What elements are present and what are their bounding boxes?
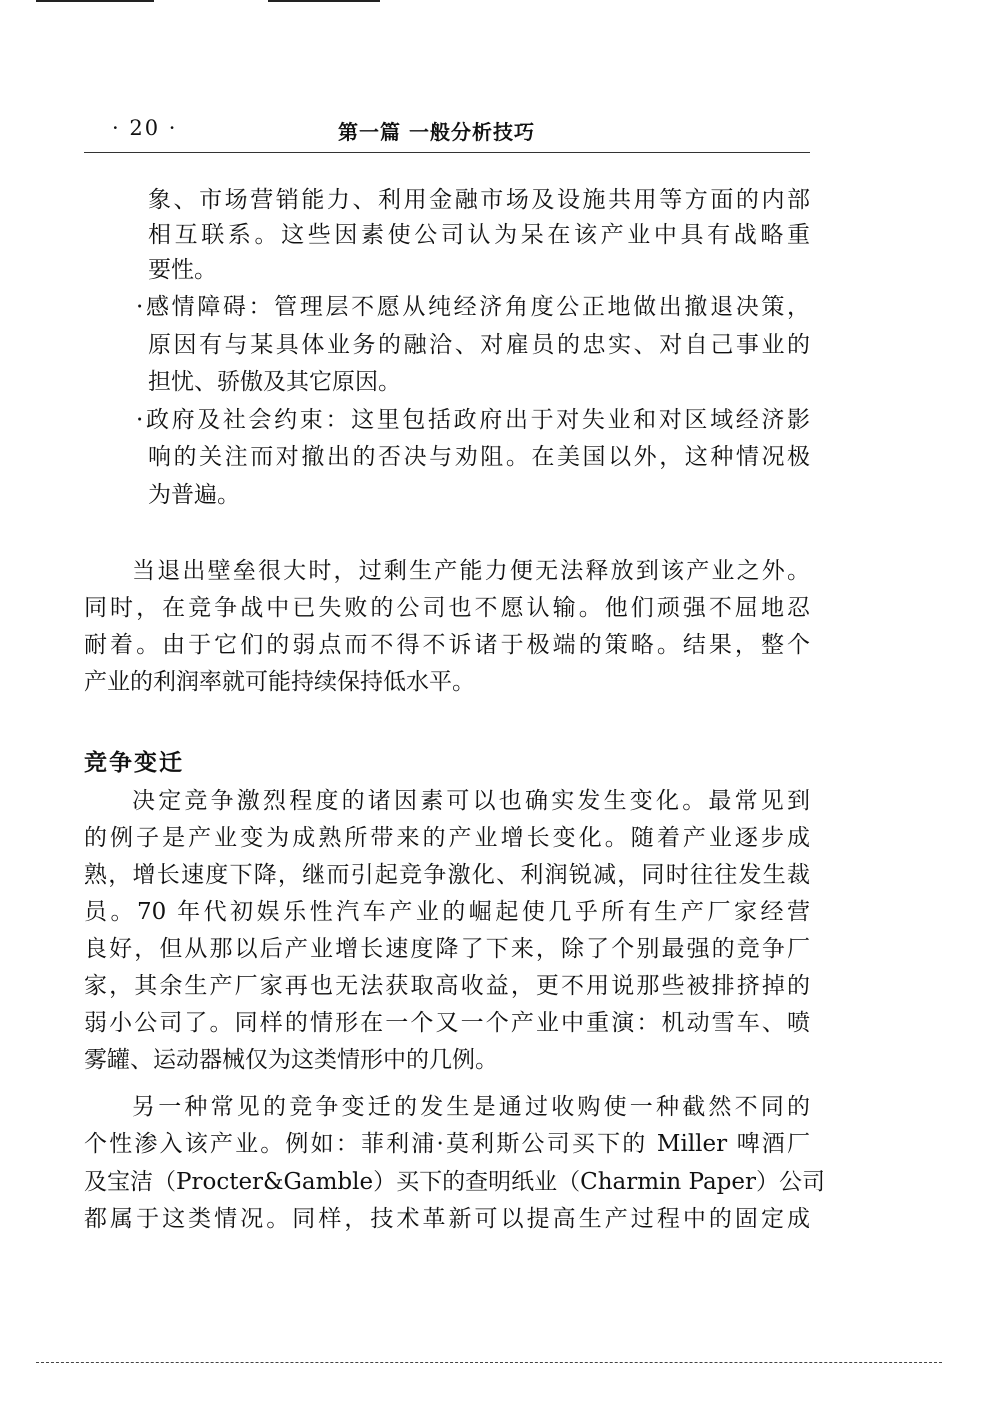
bullet-item: ·感情障碍：管理层不愿从纯经济角度公正地做出撤退决策，	[136, 294, 810, 320]
scan-mark-right	[268, 0, 380, 2]
text-line: 响的关注而对撤出的否决与劝阻。在美国以外，这种情况极	[148, 444, 810, 470]
paragraph-line: 决定竞争激烈程度的诸因素可以也确实发生变化。最常见到	[132, 788, 810, 814]
text-line: 为普遍。	[148, 482, 240, 508]
text-line: 象、市场营销能力、利用金融市场及设施共用等方面的内部	[148, 187, 810, 213]
paragraph-line: 熟，增长速度下降，继而引起竞争激化、利润锐减，同时往往发生裁	[84, 862, 810, 888]
footer-rule	[36, 1362, 942, 1363]
paragraph-line: 耐着。由于它们的弱点而不得不诉诸于极端的策略。结果，整个	[84, 632, 810, 658]
paragraph-line: 同时，在竞争战中已失败的公司也不愿认输。他们顽强不屈地忍	[84, 595, 810, 621]
text-line: 原因有与某具体业务的融洽、对雇员的忠实、对自己事业的	[148, 332, 810, 358]
paragraph-line: 家，其余生产厂家再也无法获取高收益，更不用说那些被排挤掉的	[84, 973, 810, 999]
section-heading: 竞争变迁	[84, 749, 184, 776]
paragraph-line: 员。70 年代初娱乐性汽车产业的崛起使几乎所有生产厂家经营	[84, 899, 810, 925]
page-number: · 20 ·	[112, 116, 178, 140]
paragraph-line: 都属于这类情况。同样，技术革新可以提高生产过程中的固定成	[84, 1206, 810, 1232]
paragraph-line: 另一种常见的竞争变迁的发生是通过收购使一种截然不同的	[132, 1094, 810, 1120]
bullet-item: ·政府及社会约束：这里包括政府出于对失业和对区域经济影	[136, 407, 810, 433]
paragraph-line: 产业的利润率就可能持续保持低水平。	[84, 669, 475, 695]
running-head: 第一篇 一般分析技巧	[338, 120, 535, 144]
header-rule	[84, 152, 810, 153]
paragraph-line: 当退出壁垒很大时，过剩生产能力便无法释放到该产业之外。	[132, 558, 810, 584]
text-line: 要性。	[148, 257, 217, 283]
text-line: 担忧、骄傲及其它原因。	[148, 369, 401, 395]
paragraph-line: 弱小公司了。同样的情形在一个又一个产业中重演：机动雪车、喷	[84, 1010, 810, 1036]
paragraph-line: 及宝洁（Procter&Gamble）买下的查明纸业（Charmin Paper）公司	[84, 1169, 825, 1195]
paragraph-line: 个性渗入该产业。例如：菲利浦·莫利斯公司买下的 Miller 啤酒厂	[84, 1131, 810, 1157]
page-header	[112, 116, 812, 144]
scan-mark-left	[36, 0, 154, 2]
paragraph-line: 雾罐、运动器械仅为这类情形中的几例。	[84, 1047, 498, 1073]
paragraph-line: 的例子是产业变为成熟所带来的产业增长变化。随着产业逐步成	[84, 825, 810, 851]
text-line: 相互联系。这些因素使公司认为呆在该产业中具有战略重	[148, 222, 810, 248]
paragraph-line: 良好，但从那以后产业增长速度降了下来，除了个别最强的竞争厂	[84, 936, 810, 962]
